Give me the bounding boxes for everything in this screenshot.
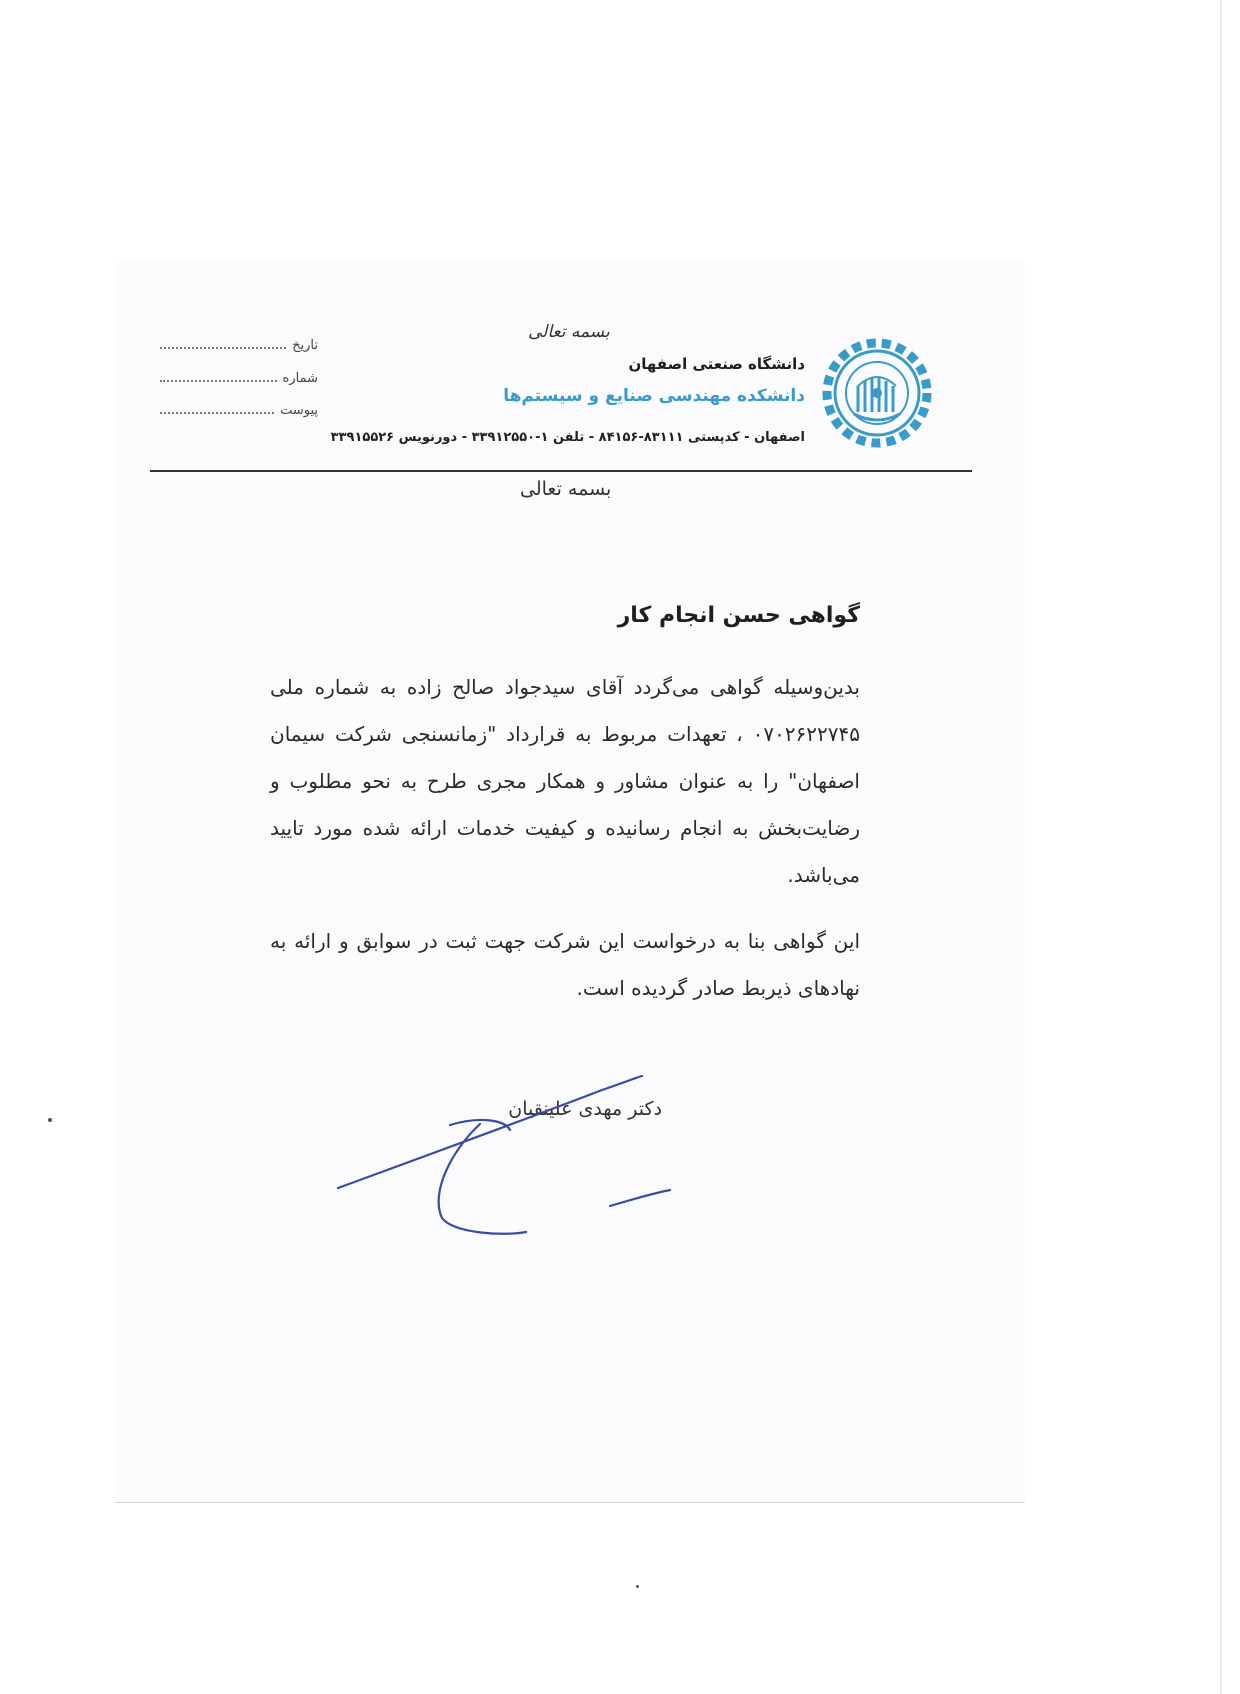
scan-speck	[48, 1118, 52, 1122]
university-name: دانشگاه صنعتی اصفهان	[628, 355, 805, 373]
date-field	[160, 338, 318, 353]
bismillah: بسمه تعالی	[520, 478, 612, 500]
issuance-paragraph: این گواهی بنا به درخواست این شرکت جهت ثبت در سوابق و ارائه به نهادهای ذیربط صادر گردیده است.	[270, 929, 860, 1000]
attachment-dots	[160, 404, 274, 414]
scan-edge	[1220, 0, 1222, 1694]
number-label: شماره	[282, 371, 318, 386]
faculty-name: دانشکده مهندسی صنایع و سیستم‌ها	[503, 386, 805, 406]
header-bismillah: بسمه تعالی	[528, 322, 610, 342]
university-logo-icon	[818, 334, 936, 452]
number-dots	[160, 372, 277, 382]
scan-speck	[636, 1585, 639, 1588]
header-divider	[150, 470, 972, 472]
date-label: تاریخ	[292, 338, 318, 353]
certificate-paragraph: بدین‌وسیله گواهی می‌گردد آقای سیدجواد صالح زاده به شماره ملی ۰۷۰۲۶۲۲۷۴۵ ، تعهدات مربوط به قرارداد "زمانسنجی شرکت سیمان اصفهان" را به عنوان مشاور و همکار مجری طرح به نحو مطلوب و رضایت‌بخش به انجام رسانیده و کیفیت خدمات ارائه شده مورد تایید می‌باشد.	[270, 675, 860, 887]
date-dots	[160, 339, 286, 349]
contact-address: اصفهان - کدپستی ۸۳۱۱۱-۸۴۱۵۶ - تلفن ۱-۳۳۹۱۲۵۵۰ - دورنویس ۳۳۹۱۵۵۲۶	[330, 430, 805, 445]
signer-name: دکتر مهدی علینقیان	[508, 1098, 662, 1120]
signature-image	[330, 1030, 730, 1240]
attachment-label: پیوست	[280, 403, 318, 418]
attachment-field	[160, 403, 318, 418]
certificate-title: گواهی حسن انجام کار	[617, 603, 860, 628]
number-field	[160, 371, 318, 386]
